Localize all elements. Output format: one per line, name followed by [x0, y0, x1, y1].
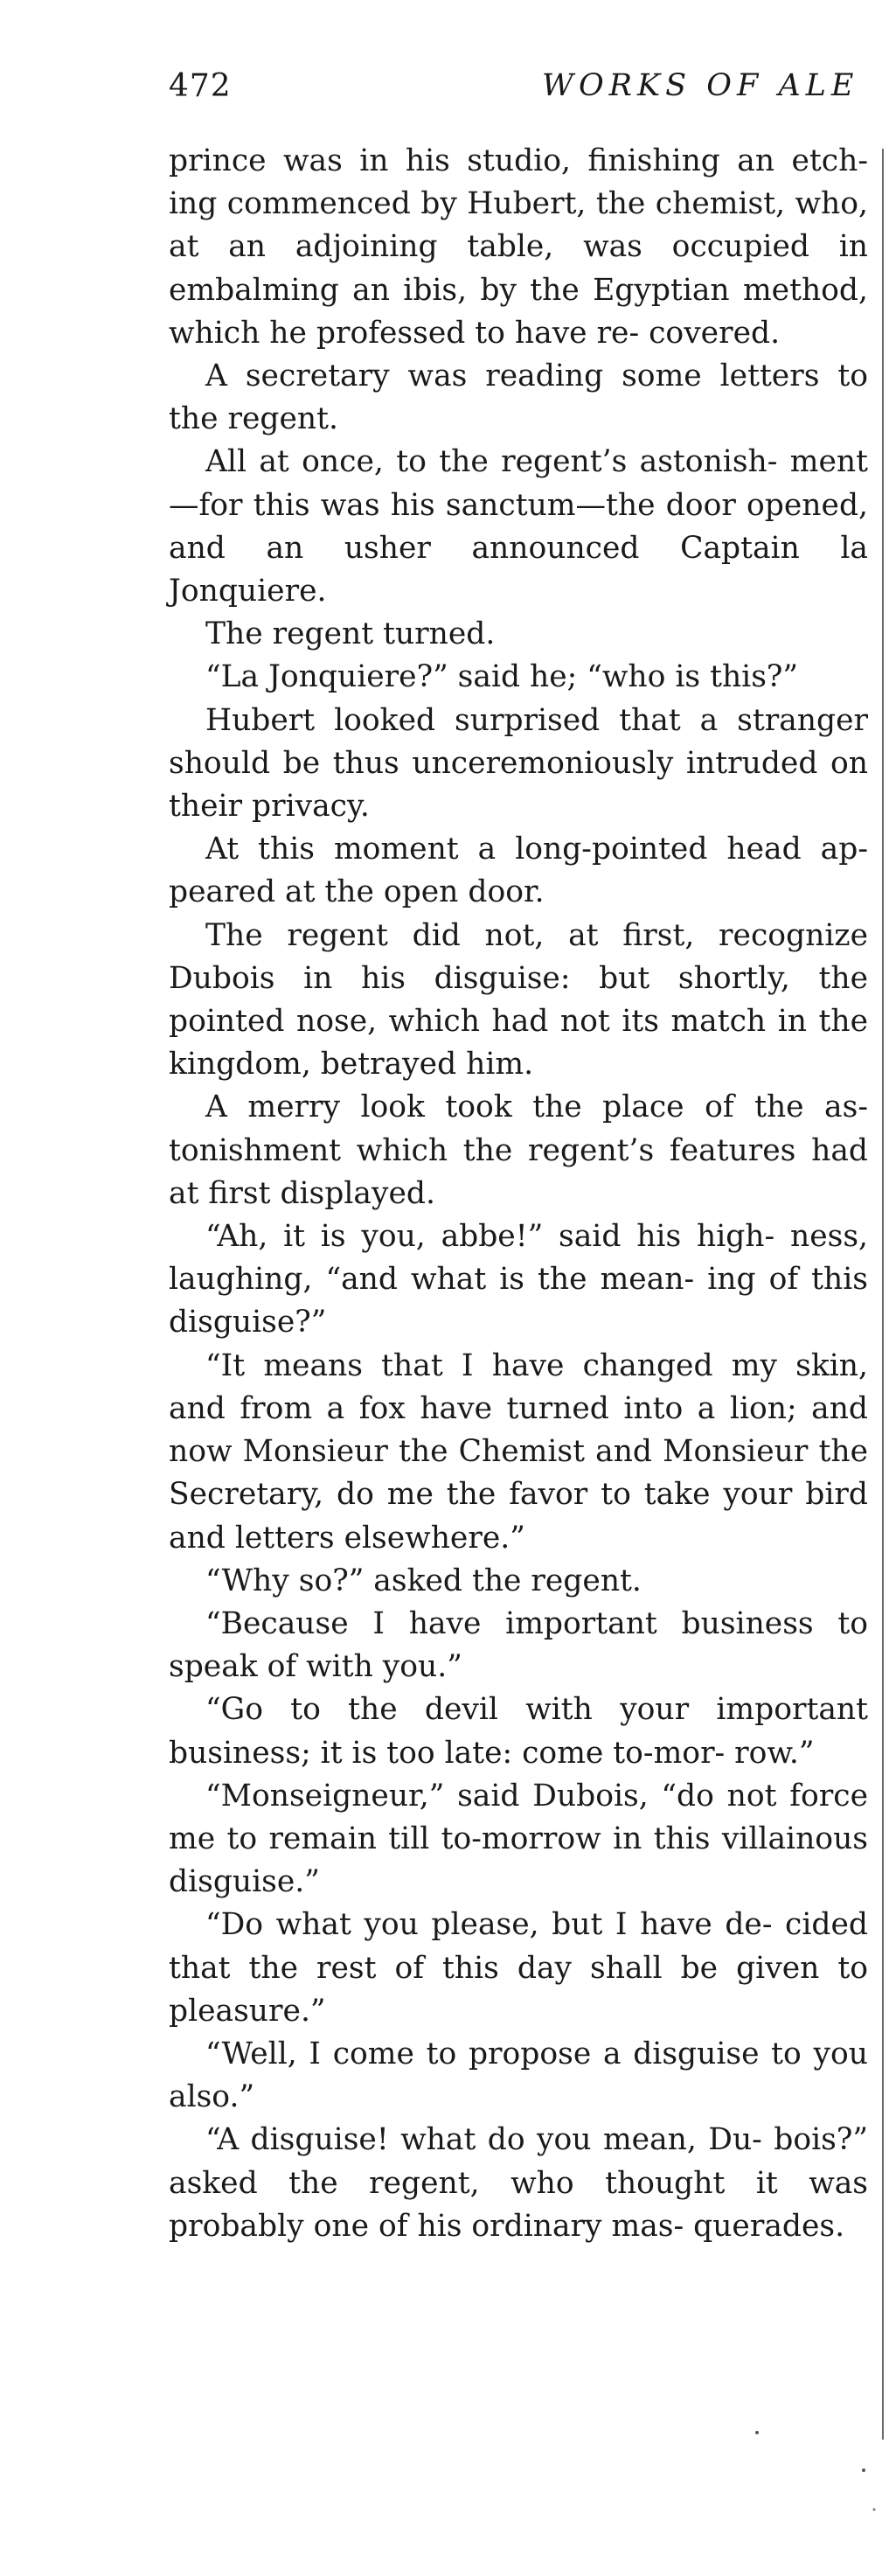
- paragraph: The regent did not, at first, recognize Dubois in his disguise: but shortly, the pointed nose, which had not its match in the kingdom, betrayed him.: [169, 917, 868, 1083]
- paragraph: A secretary was reading some letters to the regent.: [169, 359, 868, 437]
- paragraph: “Well, I come to propose a disguise to you also.”: [169, 2036, 868, 2115]
- speck: [755, 2431, 759, 2434]
- paragraph: prince was in his studio, finishing an etch- ing commenced by Hubert, the chemist, who, at an adjoining table, was occupied in embalming an ibis, by the Egyptian method, which he professed to have re- covered.: [169, 143, 868, 351]
- paragraph: Hubert looked surprised that a stranger should be thus unceremoniously intruded on their privacy.: [169, 702, 868, 825]
- paragraph: “It means that I have changed my skin, and from a fox have turned into a lion; and now Monsieur the Chemist and Monsieur the Secretary, do me the favor to take your bird and letters elsewhere.”: [169, 1347, 868, 1556]
- running-head: WORKS OF ALE: [542, 68, 859, 103]
- page-number: 472: [169, 68, 232, 104]
- paragraph: “Do what you please, but I have de- cided that the rest of this day shall be given to pleasure.”: [169, 1907, 868, 2029]
- paragraph: All at once, to the regent’s astonish- ment—for this was his sanctum—the door opened, and an usher announced Captain la Jonquiere.: [169, 444, 868, 609]
- paragraph: At this moment a long-pointed head ap- peared at the open door.: [169, 832, 868, 910]
- speck: [862, 2468, 865, 2472]
- paragraph: “Monseigneur,” said Dubois, “do not force me to remain till to-morrow in this villainous disguise.”: [169, 1778, 868, 1900]
- paragraph: “Because I have important business to speak of with you.”: [169, 1605, 868, 1685]
- paragraph: “Go to the devil with your important business; it is too late: come to-mor- row.”: [169, 1692, 868, 1771]
- paragraph: “Why so?” asked the regent.: [205, 1563, 642, 1598]
- paragraph: “Ah, it is you, abbe!” said his high- ness, laughing, “and what is the mean- ing of this disguise?”: [169, 1219, 868, 1340]
- paragraph: “La Jonquiere?” said he; “who is this?”: [205, 659, 799, 695]
- speck: [873, 2509, 876, 2511]
- paragraph: The regent turned.: [205, 616, 496, 652]
- paragraph: “A disguise! what do you mean, Du- bois?” asked the regent, who thought it was probably one of his ordinary mas- querades.: [169, 2122, 868, 2244]
- paragraph: A merry look took the place of the as- tonishment which the regent’s features had at first displayed.: [169, 1090, 868, 1211]
